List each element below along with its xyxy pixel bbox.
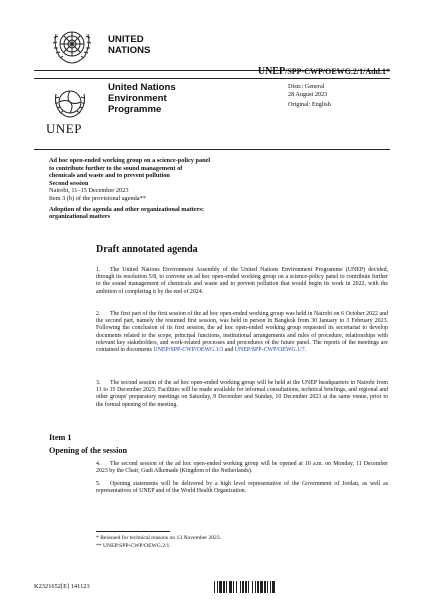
- adoption-line-1: Adoption of the agenda and other organizational matters:: [49, 205, 205, 213]
- paragraph-text: The first part of the first session of the ad hoc open-ended working group was held in Nairobi on 6 October 2022 and the second part, namely the resumed first session, was held in person in Bangkok from 30 January to 3 February 2023. Following the conclusion of its first session, the ad hoc open-ended working group requested its secretariat to develop documents related to the scope, principal functions, institutional arrangements and rules of procedure, relationships with relevant key stakeholders, and work-related processes and procedures of the future panel. The reports of the meetings are contained in documents: [96, 311, 388, 354]
- paragraph-number: 5.: [96, 481, 101, 487]
- un-name-line-2: NATIONS: [108, 45, 151, 56]
- unep-name-line-3: Programme: [108, 104, 162, 115]
- un-emblem-icon: [50, 24, 94, 68]
- unep-name-line-2: Environment: [108, 93, 167, 104]
- paragraph-2: [96, 311, 388, 354]
- header-bottom-rule: [34, 149, 390, 150]
- header-mid-rule: [34, 78, 390, 79]
- report-link-1[interactable]: UNEP/SPP-CWP/OEWG.1/3: [153, 347, 224, 354]
- footnote-1: * Reissued for technical reasons on 13 November 2023.: [96, 535, 222, 541]
- unep-logo-icon: [52, 84, 88, 120]
- meeting-title-line-1: Ad hoc open-ended working group on a science-policy panel: [49, 157, 211, 164]
- job-number: K2321652[E] 141123: [34, 583, 90, 590]
- footnote-2: ** UNEP/SPP-CWP/OEWG.2/1.: [96, 543, 171, 549]
- meeting-title-line-2: to contribute further to the sound management of: [49, 164, 183, 172]
- original-language: Original: English: [288, 100, 331, 108]
- paragraph-number: 3.: [96, 380, 101, 386]
- paragraph-number: 4.: [96, 461, 101, 467]
- unep-name-line-1: United Nations: [108, 82, 176, 93]
- session-label: Second session: [49, 179, 89, 187]
- unep-logo-text: UNEP: [46, 121, 82, 136]
- link-separator: and: [223, 347, 235, 354]
- paragraph-text: The second session of the ad hoc open-ended working group will be held at the UNEP headquarters in Nairobi from 11 to 15 December 2023. Facilities will be made available for informal consultations, technical briefings, and regional and other groups' preparatory meetings on Saturday, 9 December and Sunday, 10 December 2023 at the same venue, prior to the formal opening of the meeting.: [96, 380, 388, 408]
- symbol-suffix: /SPP-CWP/OEWG.2/1/Add.1*: [285, 67, 390, 76]
- document-symbol: [258, 66, 390, 77]
- unep-organization-name: [108, 82, 176, 115]
- paragraph-3: [96, 380, 388, 409]
- session-place: Nairobi, 11–15 December 2023: [49, 187, 129, 195]
- paragraph-5: [96, 481, 388, 495]
- paragraph-1: [96, 267, 388, 296]
- paragraph-text: The United Nations Environment Assembly of the United Nations Environment Programme (UNEP) decided, through its resolution 5/8, to convene an ad hoc open-ended working group on a science-policy panel to contribute further to the sound management of chemicals and waste and to prevent pollution that would begin its work in 2022, with the ambition of completing it by the end of 2024.: [96, 267, 388, 295]
- agenda-item-ref: Item 3 (b) of the provisional agenda**: [49, 194, 146, 202]
- distribution: Distr.: General: [288, 83, 325, 90]
- symbol-prefix: UNEP: [257, 66, 286, 77]
- un-name-line-1: UNITED: [108, 34, 144, 45]
- page-title: Draft annotated agenda: [96, 244, 198, 255]
- distribution-block: [288, 83, 331, 108]
- paragraph-number: 1.: [96, 267, 101, 273]
- paragraph-number: 2.: [96, 311, 101, 317]
- paragraph-text: The second session of the ad hoc open-ended working group will be opened at 10 a.m. on Monday, 11 December 2023 by the Chair, Gudi Alkemade (Kingdom of the Netherlands).: [96, 461, 388, 475]
- paragraph-text: Opening statements will be delivered by a high level representative of the Government of Jordan, as well as representatives of UNEP and of the World Health Organization.: [96, 481, 388, 495]
- adoption-line-2: organizational matters: [49, 213, 111, 221]
- meeting-title-line-3: chemicals and waste and to prevent pollution: [49, 172, 170, 180]
- footnote-rule: [96, 531, 170, 532]
- section-heading: Opening of the session: [49, 446, 128, 455]
- paragraph-4: [96, 461, 388, 475]
- document-date: 28 August 2023: [288, 90, 328, 98]
- barcode-icon: [214, 581, 322, 593]
- paragraph-end: .: [304, 347, 307, 354]
- un-organization-name: [108, 34, 150, 56]
- item-heading: Item 1: [49, 433, 72, 442]
- meeting-info: [49, 157, 279, 221]
- report-link-2[interactable]: UNEP/SPP-CWP/OEWG.1/7: [234, 347, 305, 354]
